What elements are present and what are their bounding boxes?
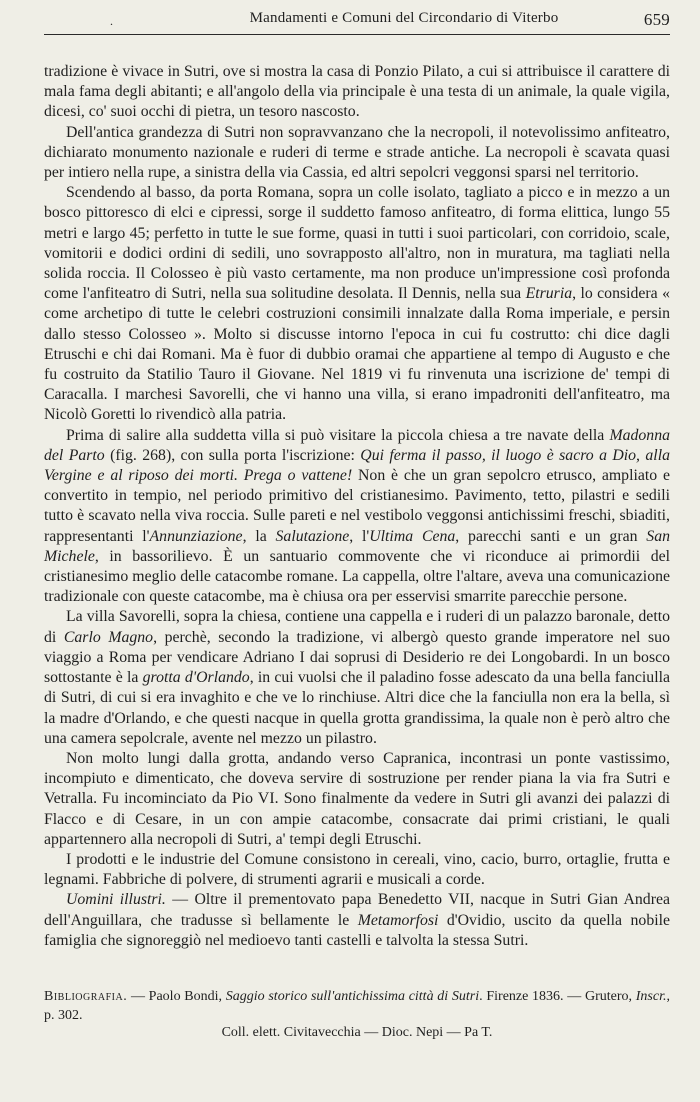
paragraph (44, 890, 670, 951)
bibliography (44, 987, 670, 1025)
paragraph (44, 183, 670, 425)
italic-text: Annunziazione (149, 527, 243, 545)
text-run: Dell'antica grandezza di Sutri non sopravvanzano che la necropoli, il notevolissimo anfiteatro, dichiarato monumento nazionale e ruderi di terme e strade antiche. La necropoli è scavata quasi per intiero nella rupe, a sinistra della via Cassia, ed altri sepolcri veggonsi sparsi nel territorio. (44, 123, 670, 182)
italic-text: Salutazione (275, 527, 350, 545)
text-run: Prima di salire alla suddetta villa si può visitare la piccola chiesa a tre navate della (66, 426, 610, 444)
running-header (44, 8, 670, 35)
body-text (44, 62, 670, 951)
text-run: Scendendo al basso, da porta Romana, sopra un colle isolato, tagliato a picco e in mezzo a un bosco pittoresco di elci e cipressi, sorge il suddetto famoso anfiteatro, di forma elittica, lungo 55 metri e largo 45; perfetto in tutte le sue forme, quasi in tutti i suoi particolari, con corridoio, scale, vomitorii e dodici ordini di sedili, uno sovrapposto all'altro, non in muratura, ma tagliati nella solida roccia. Il Colosseo è più vasto certamente, ma non produce un'impressione così profonda come l'anfiteatro di Sutri, nella sua solitudine desolata. Il Dennis, nella sua (44, 184, 670, 303)
italic-text: Saggio storico sull'antichissima città di Sutri (225, 989, 480, 1004)
text-run: , l' (349, 527, 370, 545)
bibliography-text (44, 989, 670, 1023)
paragraph (44, 850, 670, 890)
electoral-note: Coll. elett. Civitavecchia — Dioc. Nepi — Pa T. (221, 1025, 493, 1040)
text-run: Non molto lungi dalla grotta, andando verso Capranica, incontrasi un ponte vastissimo, incompiuto e dimenticato, che doveva servire di sostruzione per render piana la via fra Sutri e Vetralla. Fu incominciato da Pio VI. Sono finalmente da vedere in Sutri gli avanzi dei palazzi di Flacco e di Cesare, in un con ampie catacombe, consacrate dai primi cristiani, le quali appartennero alla necropoli di Sutri, a' tempi degli Etruschi. (44, 749, 670, 848)
paragraph (44, 749, 670, 850)
text-run: I prodotti e le industrie del Comune consistono in cereali, vino, cacio, burro, ortaglie, frutta e legnami. Fabbriche di polvere, di strumenti agrarii e musicali a corde. (44, 850, 670, 889)
text-run: , parecchi santi e un gran (455, 527, 647, 545)
text-run: , in bassorilievo. È un santuario commovente che vi riconduce ai primordii del cristianesimo meglio delle catacombe romane. La cappella, oltre l'altare, aveva una comunicazione tradizionale con queste catacombe, ma è chiusa ora per esservisi smarrite parecchie persone. (44, 547, 670, 606)
text-run: , perchè, secondo la tradizione, vi albergò questo grande imperatore nel suo viaggio a Roma per vendicare Adriano I dai soprusi di Desiderio re dei Longobardi. In un bosco sottostante è la (44, 628, 670, 687)
text-run: (fig. 268), con sulla porta l'iscrizione: (104, 446, 361, 464)
page-number: 659 (643, 10, 670, 29)
italic-text: Qui ferma il passo, il luogo è sacro a Dio, alla Vergine e al riposo dei morti. Prega o vattene! (44, 446, 670, 485)
text-run: La villa Savorelli, sopra la chiesa, contiene una cappella e i ruderi di un palazzo baronale, detto di (44, 608, 670, 646)
italic-text: Inscr. (635, 989, 667, 1004)
paragraph (44, 426, 670, 608)
bibliography-label: Bibliografia. (44, 989, 128, 1004)
italic-text: Uomini illustri. (66, 891, 166, 909)
text-run: . Firenze 1836. — Grutero, (479, 989, 636, 1004)
text-run: , la (242, 527, 276, 545)
text-run: , in cui vuolsi che il paladino fosse adescato da una bella fanciulla di Sutri, di cui si era invaghito e che ve lo rinchiuse. Altri dice che la fanciulla non era la bella, sì la madre d'Orlando, e che questi nacque in quella grotta grandissima, la quale non è però altro che una camera sepolcrale, avente nel mezzo un pilastro. (44, 669, 670, 747)
text-run: Non è che un gran sepolcro etrusco, ampliato e convertito in tempio, nel periodo primitivo del cristianesimo. Pavimento, tetto, pilastri e sedili tutto è scavato nella viva roccia. Sulle pareti e nel vestibolo veggonsi antichissimi freschi, sbiaditi, rappresentanti l' (44, 467, 670, 545)
paragraph (44, 62, 670, 123)
italic-text: Etruria (525, 285, 573, 303)
italic-text: Ultima Cena (369, 527, 456, 545)
text-run: , p. 302. (44, 989, 670, 1023)
italic-text: Metamorfosi (357, 911, 439, 929)
paragraph (44, 607, 670, 748)
text-run: — Paolo Bondi, (127, 989, 226, 1004)
italic-text: grotta d'Orlando (142, 669, 250, 687)
paragraph (44, 123, 670, 184)
text-run: tradizione è vivace in Sutri, ove si mostra la casa di Ponzio Pilato, a cui si attribuisce il carattere di mala fama degli abitanti; e all'angolo della via principale è una testa di un animale, la quale vigila, dicesi, co' suoi occhi di pietra, un tesoro nascosto. (44, 63, 670, 121)
italic-text: Madonna del Parto (44, 426, 670, 464)
italic-text: Carlo Magno (63, 628, 154, 646)
header-dot: . (110, 14, 114, 28)
text-run: — Oltre il prementovato papa Benedetto VII, nacque in Sutri Gian Andrea dell'Anguillara, che tradusse sì bellamente le (44, 891, 670, 929)
text-run: d'Ovidio, uscito da quella nobile famiglia che signoreggiò nel medioevo tanti castelli e talvolta la stessa Sutri. (44, 911, 671, 949)
italic-text: San Michele (44, 527, 670, 565)
text-run: , lo considera « come archetipo di tutte le celebri costruzioni consimili innalzate dalla Roma imperiale, e persin dallo stesso Colosseo ». Molto si discusse intorno l'epoca in cui fu costrutto: chi dice dagli Etruschi e chi dai Romani. Ma è fuor di dubbio oramai che appartiene al tempo di Augusto e che fu costruito da Statilio Tauro il Giovane. Nel 1819 vi fu rinvenuta una iscrizione de' tempi di Caracalla. I marchesi Savorelli, che vi hanno una villa, si erano impadroniti dell'anfiteatro, ma Nicolò Goretti lo rivendicò alla patria. (44, 285, 670, 424)
header-title: Mandamenti e Comuni del Circondario di Viterbo (249, 10, 559, 26)
